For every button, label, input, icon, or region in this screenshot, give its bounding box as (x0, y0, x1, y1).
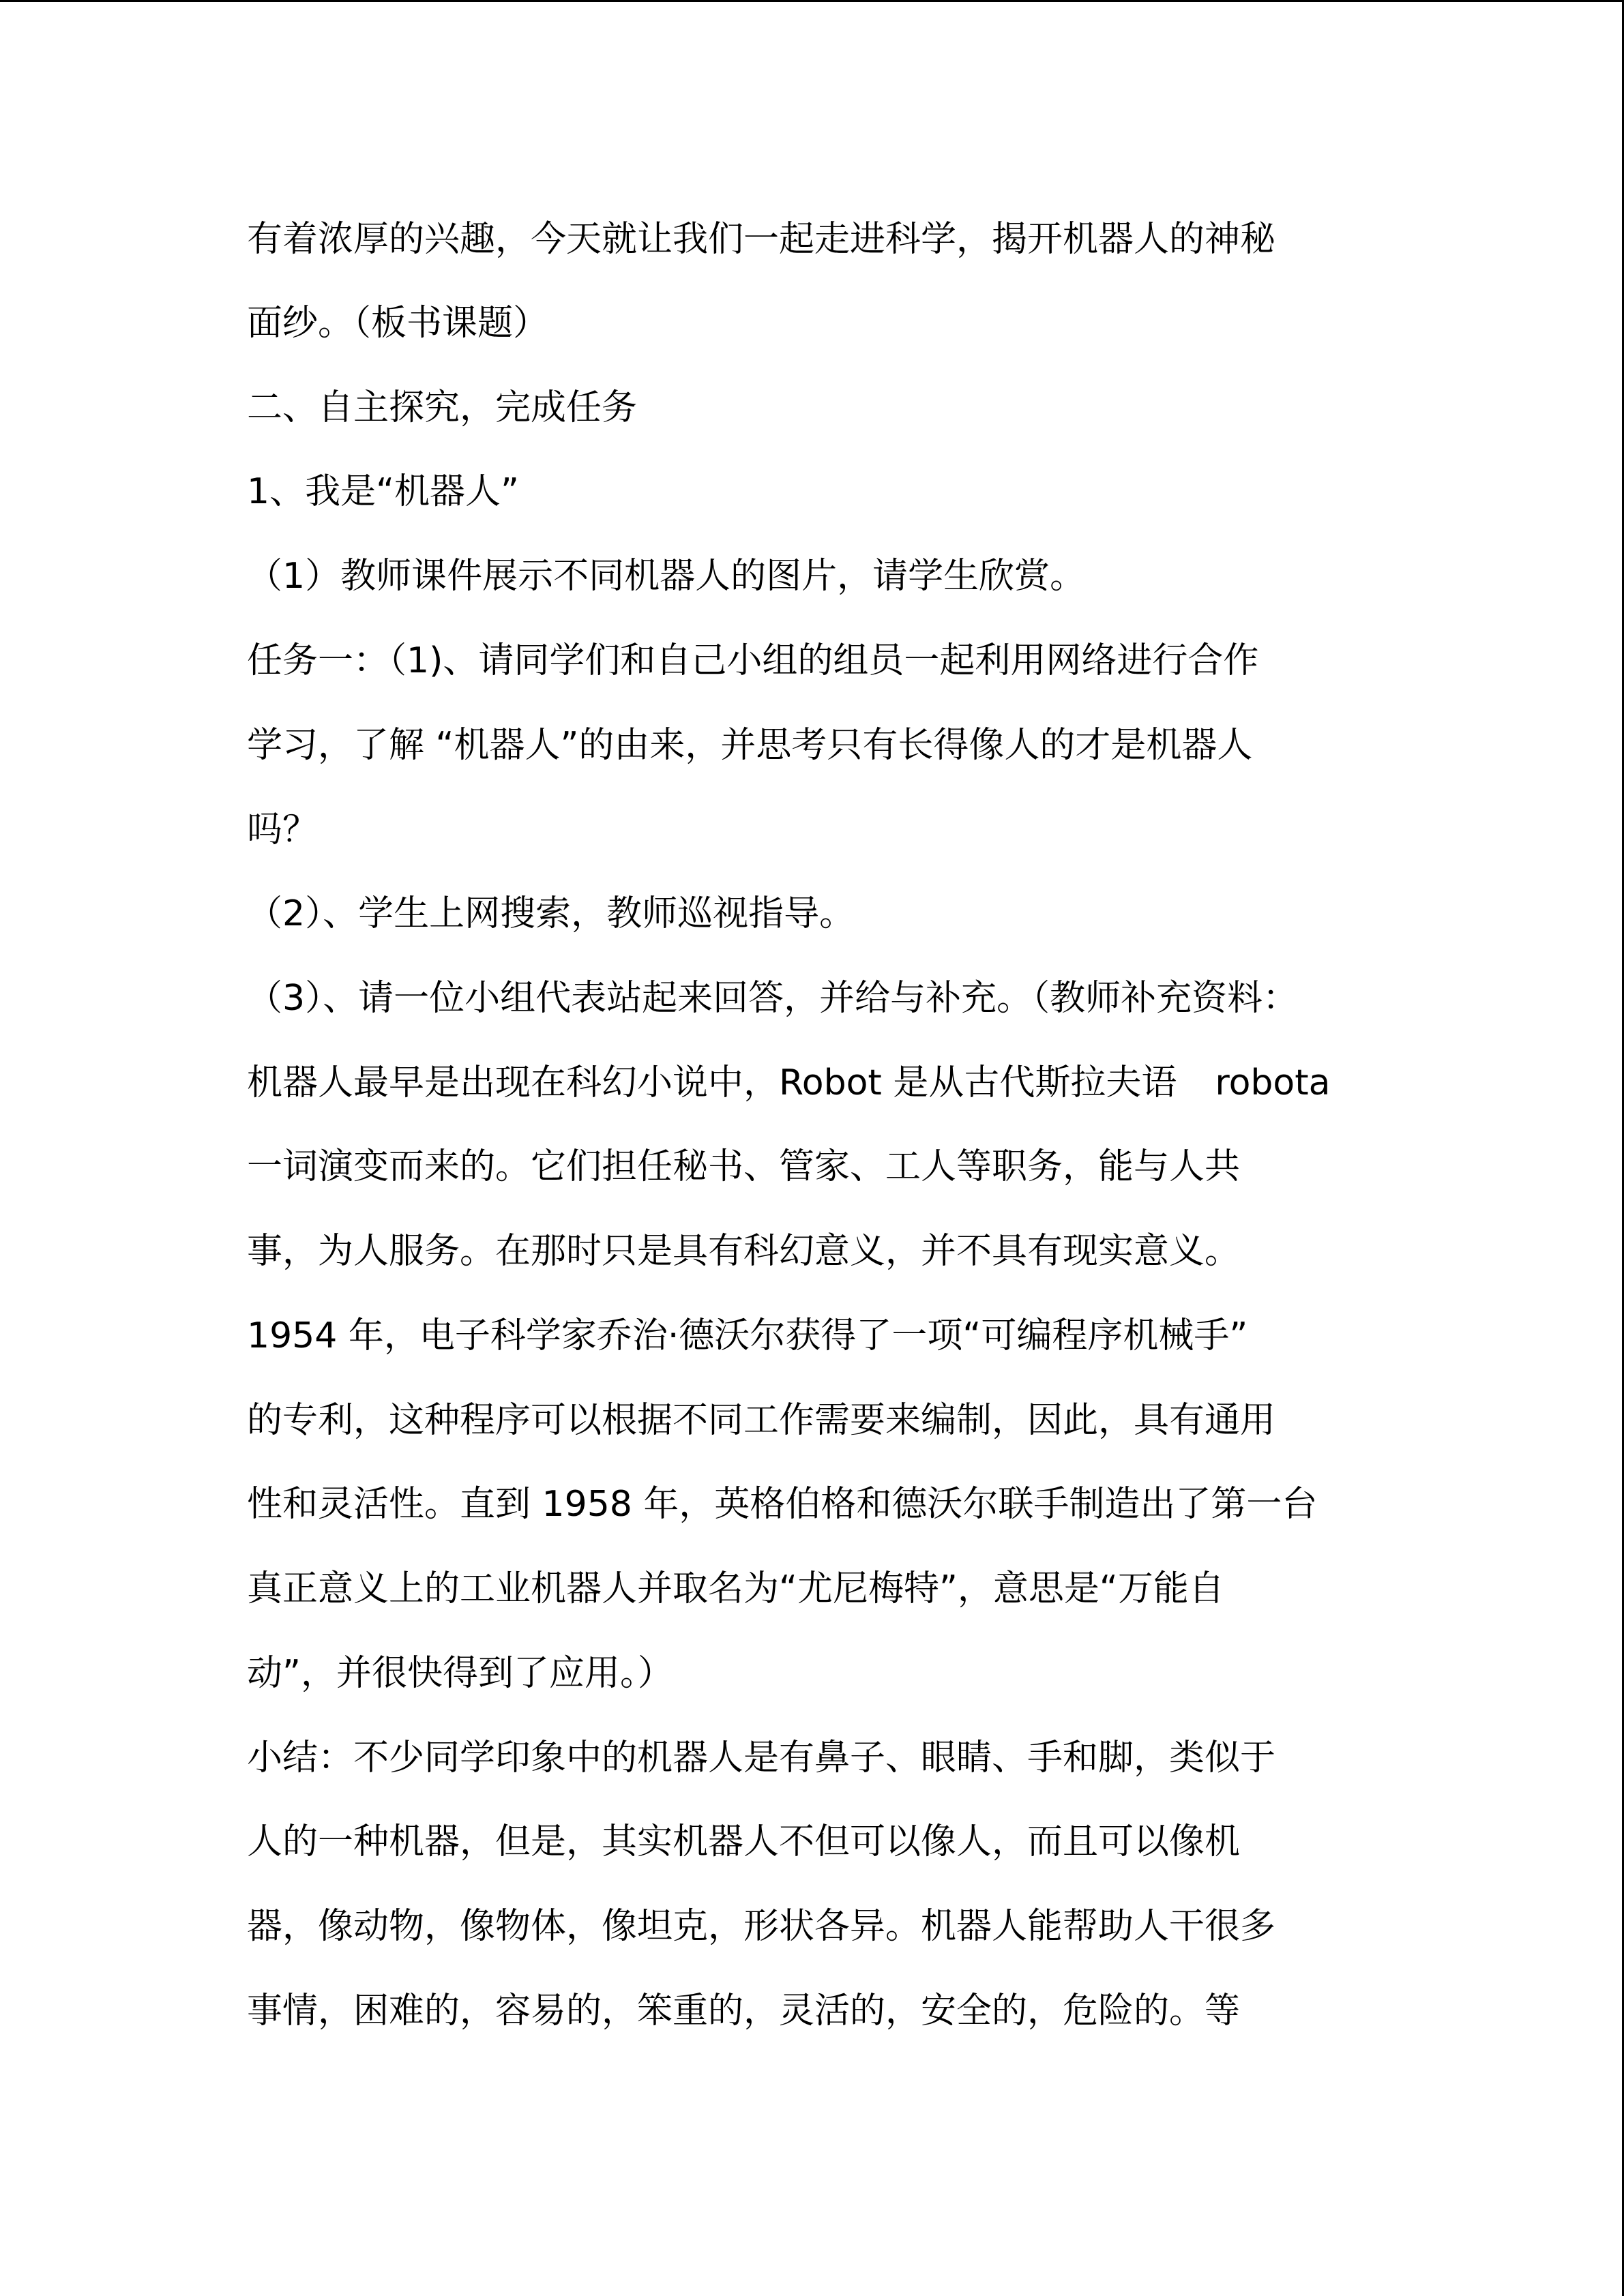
text-line: 真正意义上的工业机器人并取名为“尤尼梅特”，意思是“万能自 (247, 1568, 1224, 1609)
text-line: 有着浓厚的兴趣，今天就让我们一起走进科学，揭开机器人的神秘 (247, 219, 1276, 260)
text-line: （1）教师课件展示不同机器人的图片，请学生欣赏。 (247, 556, 1086, 597)
page-border-top (0, 0, 1624, 2)
text-line (247, 1060, 1331, 1105)
summary-line: 小结：不少同学印象中的机器人是有鼻子、眼睛、手和脚，类似于 (247, 1738, 1276, 1778)
text-line: 人的一种机器，但是，其实机器人不但可以像人，而且可以像机 (247, 1821, 1241, 1862)
text-line: 事情，困难的，容易的，笨重的，灵活的，安全的，危险的。等 (247, 1991, 1241, 2031)
text-line: 性和灵活性。直到 1958 年，英格伯格和德沃尔联手制造出了第一台 (247, 1484, 1318, 1525)
text-segment: robota (1215, 1062, 1331, 1103)
task-line: 任务一：（1)、请同学们和自己小组的组员一起利用网络进行合作 (247, 640, 1259, 681)
text-line: 1954 年，电子科学家乔治·德沃尔获得了一项“可编程序机械手” (247, 1315, 1248, 1356)
text-line: 一词演变而来的。它们担任秘书、管家、工人等职务，能与人共 (247, 1146, 1241, 1187)
text-line: （3）、请一位小组代表站起来回答，并给与补充。（教师补充资料： (247, 978, 1299, 1019)
text-segment: 机器人最早是出现在科幻小说中，Robot 是从古代斯拉夫语 (247, 1062, 1177, 1103)
text-line: 动”，并很快得到了应用。） (247, 1653, 673, 1694)
subsection-heading: 1、我是“机器人” (247, 471, 519, 512)
text-line: 吗？ (247, 809, 319, 850)
text-line: 学习，了解 “机器人”的由来，并思考只有长得像人的才是机器人 (247, 725, 1253, 766)
text-line: 器，像动物，像物体，像坦克，形状各异。机器人能帮助人干很多 (247, 1906, 1276, 1947)
text-line: 的专利，这种程序可以根据不同工作需要来编制，因此，具有通用 (247, 1400, 1276, 1441)
section-heading: 二、自主探究，完成任务 (247, 387, 638, 428)
text-line: 事，为人服务。在那时只是具有科幻意义，并不具有现实意义。 (247, 1231, 1241, 1272)
text-line: （2）、学生上网搜索，教师巡视指导。 (247, 893, 855, 934)
text-line: 面纱。（板书课题） (247, 303, 549, 344)
